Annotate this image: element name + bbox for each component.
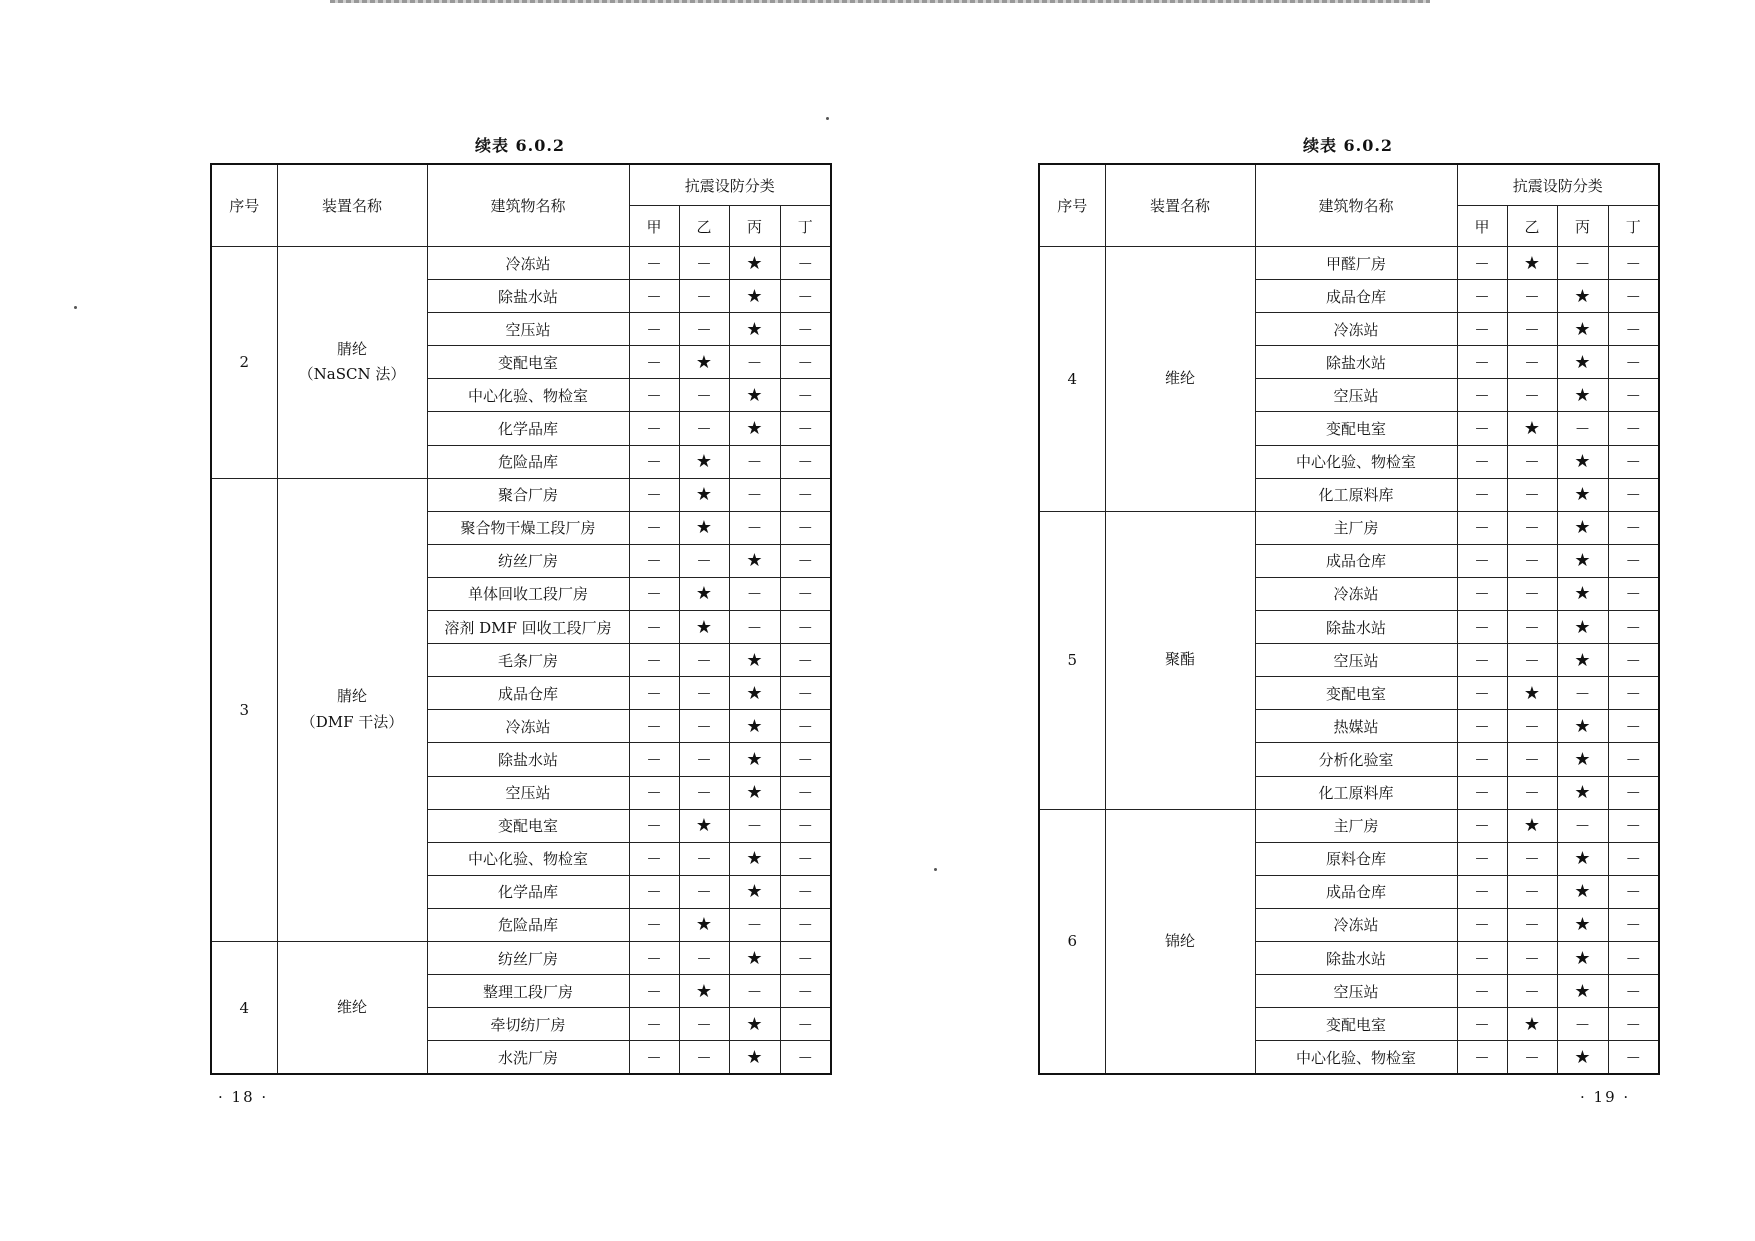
- group-seq: 4: [1039, 247, 1105, 512]
- dash-mark: —: [1457, 511, 1507, 544]
- page-number: · 18 ·: [218, 1088, 269, 1106]
- dash-mark: —: [1608, 611, 1659, 644]
- dash-mark: —: [629, 379, 679, 412]
- dash-mark: —: [629, 875, 679, 908]
- building-name: 纺丝厂房: [427, 941, 629, 974]
- building-name: 除盐水站: [1255, 611, 1457, 644]
- scan-top-edge: [330, 0, 1430, 3]
- dash-mark: —: [1557, 809, 1608, 842]
- building-name: 分析化验室: [1255, 743, 1457, 776]
- star-mark: ★: [679, 975, 729, 1008]
- scan-speck: [934, 868, 937, 871]
- building-name: 除盐水站: [1255, 941, 1457, 974]
- dash-mark: —: [1507, 313, 1557, 346]
- dash-mark: —: [1507, 875, 1557, 908]
- building-name: 聚合厂房: [427, 478, 629, 511]
- star-mark: ★: [679, 809, 729, 842]
- star-mark: ★: [729, 1041, 780, 1075]
- dash-mark: —: [1507, 842, 1557, 875]
- star-mark: ★: [1557, 544, 1608, 577]
- star-mark: ★: [1557, 280, 1608, 313]
- building-name: 聚合物干燥工段厂房: [427, 511, 629, 544]
- table-row: [211, 247, 831, 280]
- star-mark: ★: [1557, 379, 1608, 412]
- dash-mark: —: [780, 379, 831, 412]
- dash-mark: —: [629, 908, 679, 941]
- dash-mark: —: [1608, 346, 1659, 379]
- building-name: 空压站: [427, 776, 629, 809]
- building-name: 主厂房: [1255, 511, 1457, 544]
- group-seq: 6: [1039, 809, 1105, 1074]
- dash-mark: —: [629, 346, 679, 379]
- building-name: 除盐水站: [427, 280, 629, 313]
- building-name: 冷冻站: [1255, 577, 1457, 610]
- building-name: 空压站: [1255, 975, 1457, 1008]
- dash-mark: —: [1507, 280, 1557, 313]
- building-name: 水洗厂房: [427, 1041, 629, 1075]
- dash-mark: —: [1507, 710, 1557, 743]
- dash-mark: —: [780, 644, 831, 677]
- seismic-category-table: [1038, 163, 1660, 1075]
- dash-mark: —: [1608, 710, 1659, 743]
- scan-speck: [74, 306, 77, 309]
- dash-mark: —: [1507, 577, 1557, 610]
- star-mark: ★: [1557, 1041, 1608, 1075]
- building-name: 危险品库: [427, 908, 629, 941]
- header-cat-b: 乙: [1507, 206, 1557, 247]
- dash-mark: —: [1457, 247, 1507, 280]
- dash-mark: —: [1608, 478, 1659, 511]
- dash-mark: —: [679, 644, 729, 677]
- dash-mark: —: [629, 280, 679, 313]
- dash-mark: —: [679, 379, 729, 412]
- dash-mark: —: [780, 975, 831, 1008]
- dash-mark: —: [780, 1008, 831, 1041]
- dash-mark: —: [1457, 544, 1507, 577]
- dash-mark: —: [729, 445, 780, 478]
- dash-mark: —: [780, 941, 831, 974]
- group-device-name: 腈纶 （DMF 干法）: [277, 478, 427, 941]
- dash-mark: —: [629, 445, 679, 478]
- dash-mark: —: [1507, 511, 1557, 544]
- dash-mark: —: [1457, 842, 1507, 875]
- header-cat-c: 丙: [1557, 206, 1608, 247]
- building-name: 原料仓库: [1255, 842, 1457, 875]
- dash-mark: —: [629, 941, 679, 974]
- group-seq: 4: [211, 941, 277, 1074]
- dash-mark: —: [1507, 908, 1557, 941]
- dash-mark: —: [629, 313, 679, 346]
- dash-mark: —: [679, 1041, 729, 1075]
- group-device-name: 锦纶: [1105, 809, 1255, 1074]
- dash-mark: —: [629, 710, 679, 743]
- building-name: 中心化验、物检室: [427, 379, 629, 412]
- star-mark: ★: [1557, 776, 1608, 809]
- dash-mark: —: [1507, 445, 1557, 478]
- dash-mark: —: [679, 313, 729, 346]
- dash-mark: —: [1457, 941, 1507, 974]
- dash-mark: —: [1608, 1008, 1659, 1041]
- building-name: 变配电室: [1255, 412, 1457, 445]
- header-building: 建筑物名称: [1255, 164, 1457, 247]
- dash-mark: —: [1507, 941, 1557, 974]
- scan-speck: [826, 117, 829, 120]
- star-mark: ★: [1557, 611, 1608, 644]
- dash-mark: —: [1557, 677, 1608, 710]
- star-mark: ★: [729, 544, 780, 577]
- star-mark: ★: [1557, 644, 1608, 677]
- dash-mark: —: [629, 743, 679, 776]
- dash-mark: —: [1608, 379, 1659, 412]
- header-cat-d: 丁: [780, 206, 831, 247]
- star-mark: ★: [679, 445, 729, 478]
- dash-mark: —: [1608, 544, 1659, 577]
- table-body: [1039, 247, 1659, 1075]
- dash-mark: —: [1457, 412, 1507, 445]
- star-mark: ★: [1507, 677, 1557, 710]
- table-row: [211, 478, 831, 511]
- dash-mark: —: [1457, 776, 1507, 809]
- dash-mark: —: [1457, 346, 1507, 379]
- building-name: 成品仓库: [1255, 544, 1457, 577]
- star-mark: ★: [1507, 809, 1557, 842]
- building-name: 中心化验、物检室: [1255, 445, 1457, 478]
- dash-mark: —: [1608, 1041, 1659, 1075]
- dash-mark: —: [1457, 908, 1507, 941]
- group-device-name: 腈纶 （NaSCN 法）: [277, 247, 427, 479]
- dash-mark: —: [780, 875, 831, 908]
- dash-mark: —: [629, 677, 679, 710]
- dash-mark: —: [1608, 247, 1659, 280]
- dash-mark: —: [629, 611, 679, 644]
- dash-mark: —: [780, 544, 831, 577]
- dash-mark: —: [1608, 577, 1659, 610]
- dash-mark: —: [679, 941, 729, 974]
- star-mark: ★: [1557, 908, 1608, 941]
- star-mark: ★: [679, 346, 729, 379]
- building-name: 化工原料库: [1255, 478, 1457, 511]
- dash-mark: —: [729, 577, 780, 610]
- dash-mark: —: [1608, 975, 1659, 1008]
- dash-mark: —: [1507, 743, 1557, 776]
- dash-mark: —: [1457, 280, 1507, 313]
- building-name: 化学品库: [427, 875, 629, 908]
- dash-mark: —: [629, 511, 679, 544]
- dash-mark: —: [1557, 412, 1608, 445]
- dash-mark: —: [629, 544, 679, 577]
- group-seq: 2: [211, 247, 277, 479]
- dash-mark: —: [1557, 247, 1608, 280]
- dash-mark: —: [1457, 577, 1507, 610]
- group-device-name: 维纶: [1105, 247, 1255, 512]
- group-device-name: 聚酯: [1105, 511, 1255, 809]
- dash-mark: —: [1457, 1008, 1507, 1041]
- dash-mark: —: [679, 776, 729, 809]
- table-caption: 续表 6.0.2: [474, 136, 566, 155]
- dash-mark: —: [780, 776, 831, 809]
- dash-mark: —: [729, 809, 780, 842]
- building-name: 空压站: [427, 313, 629, 346]
- dash-mark: —: [1608, 280, 1659, 313]
- dash-mark: —: [679, 842, 729, 875]
- star-mark: ★: [679, 908, 729, 941]
- star-mark: ★: [729, 743, 780, 776]
- dash-mark: —: [1457, 313, 1507, 346]
- dash-mark: —: [679, 412, 729, 445]
- building-name: 牵切纺厂房: [427, 1008, 629, 1041]
- table-row: [1039, 511, 1659, 544]
- dash-mark: —: [1457, 743, 1507, 776]
- group-seq: 5: [1039, 511, 1105, 809]
- seismic-category-table: [210, 163, 832, 1075]
- star-mark: ★: [729, 379, 780, 412]
- building-name: 除盐水站: [1255, 346, 1457, 379]
- dash-mark: —: [1507, 644, 1557, 677]
- dash-mark: —: [1507, 776, 1557, 809]
- dash-mark: —: [729, 346, 780, 379]
- star-mark: ★: [729, 875, 780, 908]
- star-mark: ★: [679, 478, 729, 511]
- table-row: [211, 941, 831, 974]
- building-name: 中心化验、物检室: [427, 842, 629, 875]
- dash-mark: —: [679, 1008, 729, 1041]
- dash-mark: —: [1457, 644, 1507, 677]
- dash-mark: —: [780, 1041, 831, 1075]
- dash-mark: —: [780, 346, 831, 379]
- dash-mark: —: [1608, 842, 1659, 875]
- dash-mark: —: [729, 511, 780, 544]
- dash-mark: —: [1608, 941, 1659, 974]
- dash-mark: —: [1557, 1008, 1608, 1041]
- header-cat-a: 甲: [1457, 206, 1507, 247]
- dash-mark: —: [679, 280, 729, 313]
- table-caption: 续表 6.0.2: [1302, 136, 1394, 155]
- header-device: 装置名称: [1105, 164, 1255, 247]
- building-name: 毛条厂房: [427, 644, 629, 677]
- header-device: 装置名称: [277, 164, 427, 247]
- dash-mark: —: [1608, 644, 1659, 677]
- dash-mark: —: [679, 743, 729, 776]
- dash-mark: —: [629, 644, 679, 677]
- star-mark: ★: [1557, 346, 1608, 379]
- page-number: · 19 ·: [1580, 1088, 1631, 1106]
- dash-mark: —: [780, 677, 831, 710]
- dash-mark: —: [1608, 875, 1659, 908]
- building-name: 整理工段厂房: [427, 975, 629, 1008]
- dash-mark: —: [1608, 445, 1659, 478]
- dash-mark: —: [629, 1041, 679, 1075]
- group-seq: 3: [211, 478, 277, 941]
- building-name: 化工原料库: [1255, 776, 1457, 809]
- star-mark: ★: [729, 412, 780, 445]
- dash-mark: —: [679, 875, 729, 908]
- building-name: 除盐水站: [427, 743, 629, 776]
- dash-mark: —: [1457, 445, 1507, 478]
- star-mark: ★: [1557, 577, 1608, 610]
- star-mark: ★: [679, 611, 729, 644]
- star-mark: ★: [1557, 710, 1608, 743]
- dash-mark: —: [780, 743, 831, 776]
- dash-mark: —: [1507, 478, 1557, 511]
- dash-mark: —: [629, 975, 679, 1008]
- star-mark: ★: [1557, 875, 1608, 908]
- header-cat-a: 甲: [629, 206, 679, 247]
- building-name: 成品仓库: [1255, 875, 1457, 908]
- building-name: 单体回收工段厂房: [427, 577, 629, 610]
- dash-mark: —: [629, 776, 679, 809]
- dash-mark: —: [629, 478, 679, 511]
- building-name: 溶剂 DMF 回收工段厂房: [427, 611, 629, 644]
- right-page: [1038, 136, 1660, 1075]
- dash-mark: —: [1507, 1041, 1557, 1075]
- star-mark: ★: [1557, 842, 1608, 875]
- building-name: 主厂房: [1255, 809, 1457, 842]
- group-device-name: 维纶: [277, 941, 427, 1074]
- dash-mark: —: [1457, 875, 1507, 908]
- dash-mark: —: [1457, 478, 1507, 511]
- dash-mark: —: [1608, 677, 1659, 710]
- dash-mark: —: [679, 677, 729, 710]
- star-mark: ★: [729, 677, 780, 710]
- star-mark: ★: [679, 577, 729, 610]
- dash-mark: —: [780, 511, 831, 544]
- star-mark: ★: [729, 1008, 780, 1041]
- building-name: 冷冻站: [427, 247, 629, 280]
- dash-mark: —: [679, 247, 729, 280]
- star-mark: ★: [679, 511, 729, 544]
- dash-mark: —: [780, 247, 831, 280]
- dash-mark: —: [679, 710, 729, 743]
- dash-mark: —: [1608, 511, 1659, 544]
- header-seq: 序号: [211, 164, 277, 247]
- building-name: 冷冻站: [427, 710, 629, 743]
- star-mark: ★: [1557, 478, 1608, 511]
- dash-mark: —: [780, 313, 831, 346]
- star-mark: ★: [1507, 247, 1557, 280]
- star-mark: ★: [1557, 445, 1608, 478]
- star-mark: ★: [729, 842, 780, 875]
- building-name: 冷冻站: [1255, 313, 1457, 346]
- table-row: [1039, 809, 1659, 842]
- dash-mark: —: [1507, 611, 1557, 644]
- building-name: 变配电室: [427, 346, 629, 379]
- table-body: [211, 247, 831, 1075]
- dash-mark: —: [679, 544, 729, 577]
- dash-mark: —: [729, 611, 780, 644]
- building-name: 变配电室: [1255, 1008, 1457, 1041]
- dash-mark: —: [1457, 379, 1507, 412]
- star-mark: ★: [1557, 313, 1608, 346]
- dash-mark: —: [780, 710, 831, 743]
- dash-mark: —: [780, 577, 831, 610]
- dash-mark: —: [629, 412, 679, 445]
- building-name: 空压站: [1255, 644, 1457, 677]
- dash-mark: —: [629, 809, 679, 842]
- star-mark: ★: [729, 280, 780, 313]
- star-mark: ★: [1557, 511, 1608, 544]
- dash-mark: —: [629, 577, 679, 610]
- dash-mark: —: [780, 842, 831, 875]
- dash-mark: —: [1457, 710, 1507, 743]
- building-name: 危险品库: [427, 445, 629, 478]
- building-name: 甲醛厂房: [1255, 247, 1457, 280]
- dash-mark: —: [1608, 412, 1659, 445]
- header-category: 抗震设防分类: [1457, 164, 1659, 206]
- star-mark: ★: [729, 710, 780, 743]
- left-page: [210, 136, 832, 1075]
- dash-mark: —: [780, 809, 831, 842]
- building-name: 热媒站: [1255, 710, 1457, 743]
- building-name: 变配电室: [427, 809, 629, 842]
- dash-mark: —: [780, 611, 831, 644]
- dash-mark: —: [1608, 743, 1659, 776]
- dash-mark: —: [729, 975, 780, 1008]
- star-mark: ★: [1507, 1008, 1557, 1041]
- dash-mark: —: [1608, 908, 1659, 941]
- building-name: 纺丝厂房: [427, 544, 629, 577]
- dash-mark: —: [1457, 611, 1507, 644]
- header-cat-b: 乙: [679, 206, 729, 247]
- star-mark: ★: [729, 247, 780, 280]
- header-cat-d: 丁: [1608, 206, 1659, 247]
- building-name: 中心化验、物检室: [1255, 1041, 1457, 1075]
- header-building: 建筑物名称: [427, 164, 629, 247]
- star-mark: ★: [1557, 975, 1608, 1008]
- dash-mark: —: [1608, 313, 1659, 346]
- dash-mark: —: [1507, 346, 1557, 379]
- dash-mark: —: [1457, 809, 1507, 842]
- dash-mark: —: [780, 478, 831, 511]
- dash-mark: —: [729, 478, 780, 511]
- header-seq: 序号: [1039, 164, 1105, 247]
- dash-mark: —: [729, 908, 780, 941]
- header-category: 抗震设防分类: [629, 164, 831, 206]
- dash-mark: —: [780, 412, 831, 445]
- dash-mark: —: [629, 842, 679, 875]
- dash-mark: —: [1608, 776, 1659, 809]
- dash-mark: —: [1507, 975, 1557, 1008]
- star-mark: ★: [729, 941, 780, 974]
- dash-mark: —: [780, 445, 831, 478]
- star-mark: ★: [729, 644, 780, 677]
- dash-mark: —: [780, 908, 831, 941]
- table-row: [1039, 247, 1659, 280]
- dash-mark: —: [1608, 809, 1659, 842]
- building-name: 空压站: [1255, 379, 1457, 412]
- building-name: 变配电室: [1255, 677, 1457, 710]
- building-name: 成品仓库: [427, 677, 629, 710]
- header-cat-c: 丙: [729, 206, 780, 247]
- dash-mark: —: [1457, 677, 1507, 710]
- star-mark: ★: [1557, 941, 1608, 974]
- building-name: 成品仓库: [1255, 280, 1457, 313]
- building-name: 化学品库: [427, 412, 629, 445]
- star-mark: ★: [729, 313, 780, 346]
- dash-mark: —: [1457, 1041, 1507, 1075]
- dash-mark: —: [1507, 544, 1557, 577]
- dash-mark: —: [629, 247, 679, 280]
- star-mark: ★: [1507, 412, 1557, 445]
- star-mark: ★: [1557, 743, 1608, 776]
- building-name: 冷冻站: [1255, 908, 1457, 941]
- dash-mark: —: [1457, 975, 1507, 1008]
- dash-mark: —: [780, 280, 831, 313]
- star-mark: ★: [729, 776, 780, 809]
- dash-mark: —: [1507, 379, 1557, 412]
- dash-mark: —: [629, 1008, 679, 1041]
